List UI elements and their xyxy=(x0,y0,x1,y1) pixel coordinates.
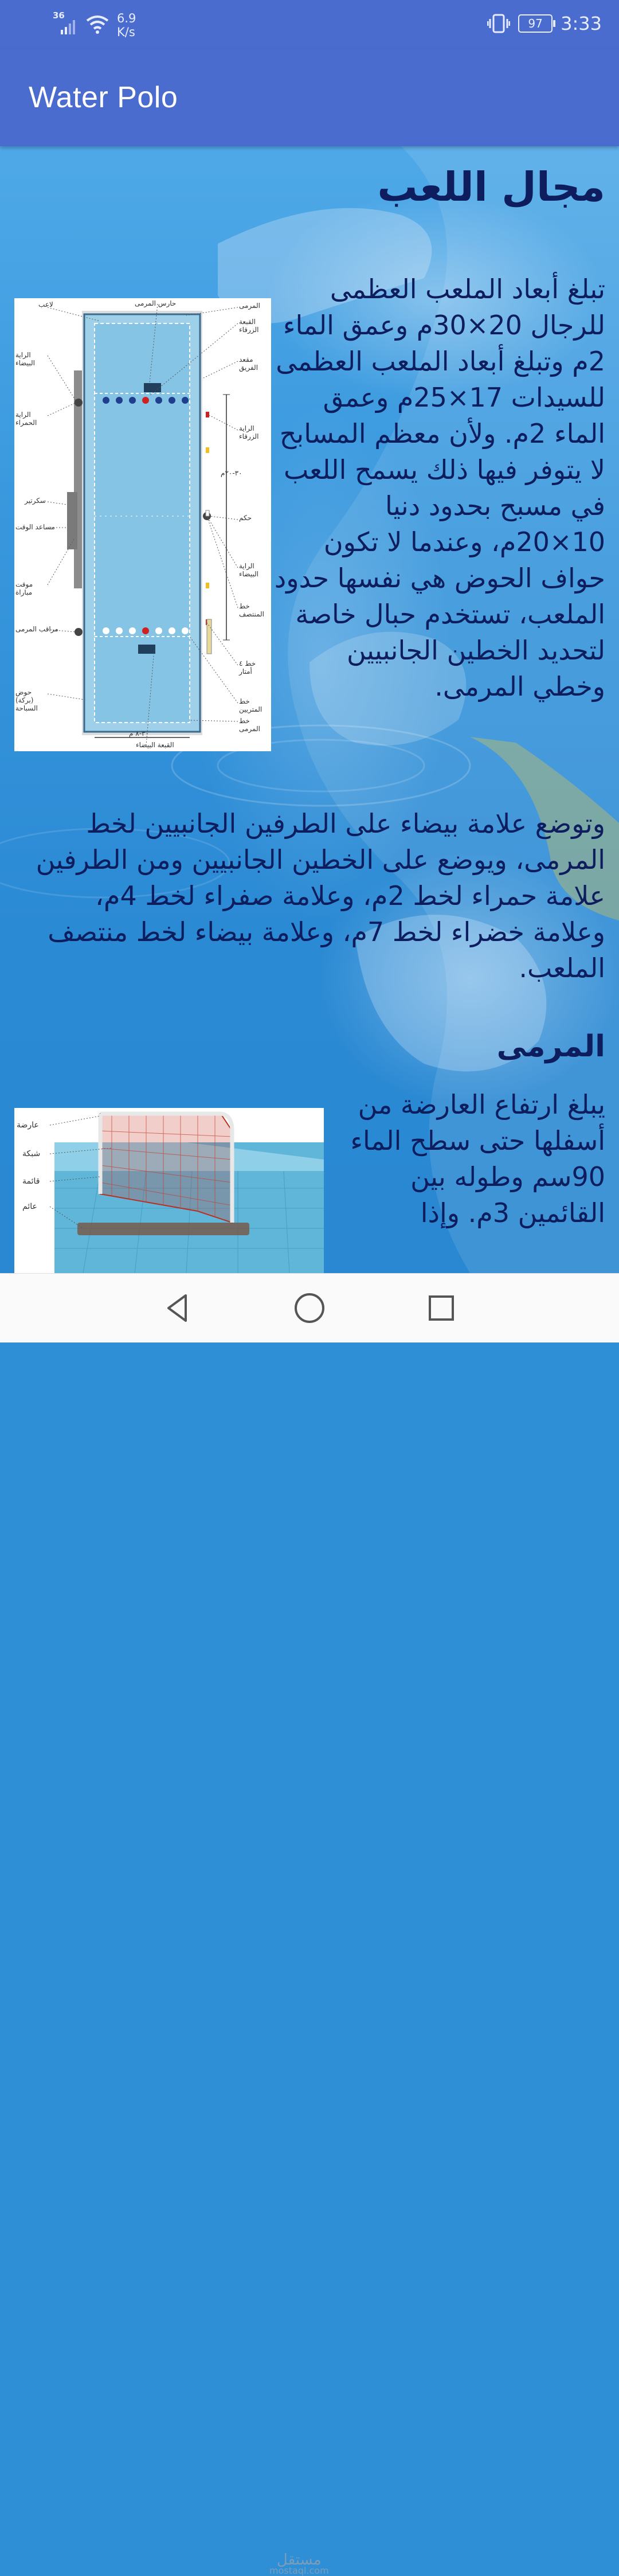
back-icon[interactable] xyxy=(160,1291,195,1325)
goal-diagram-labels xyxy=(14,1108,324,1273)
pool-label: ٣٠-٢٠م xyxy=(221,469,242,477)
pool-label: القبعة الزرقاء xyxy=(239,318,259,334)
system-navigation-bar xyxy=(0,1273,619,2576)
pool-label: ٣٠-٨ م xyxy=(129,729,149,737)
pool-label: مساعد الوقت xyxy=(15,523,55,531)
pool-label: الراية البيضاء xyxy=(239,562,258,578)
speed-unit: K/s xyxy=(117,25,135,39)
pool-label: خط المرمى xyxy=(239,717,260,733)
pool-label: الراية البيضاء xyxy=(15,351,35,367)
goal-paragraph: يبلغ ارتفاع العارضة من أسفلها حتى سطح الماء 90سم وطوله بين القائمين 3م. وإذا xyxy=(350,1089,605,1228)
pool-label: خط المنتصف xyxy=(239,602,264,618)
section-heading-goal: المرمى xyxy=(496,1029,605,1064)
section-heading-playing-field: مجال اللعب xyxy=(377,163,605,210)
pool-label: مراقب المرمى xyxy=(15,625,58,633)
vibrate-icon xyxy=(487,13,510,34)
status-left xyxy=(53,11,136,39)
pool-label: لاعب xyxy=(38,300,53,309)
status-right xyxy=(487,13,602,34)
pool-label: القبعة البيضاء xyxy=(136,741,174,749)
clock: 3:33 xyxy=(561,13,602,34)
network-speed xyxy=(117,11,136,39)
pool-label: سكرتير xyxy=(25,497,46,505)
goal-label: عائم xyxy=(22,1202,37,1211)
watermark-sub: mostaql.com xyxy=(269,2565,329,2576)
pool-label: موقت مباراة xyxy=(15,580,33,596)
goal-label: عارضة xyxy=(17,1121,39,1130)
pool-label: خط المتريين xyxy=(239,697,263,713)
signal-icon xyxy=(53,11,78,34)
pool-label: حوض (بركة) السباحة xyxy=(15,688,38,712)
speed-value: 6.9 xyxy=(117,11,136,25)
wifi-icon xyxy=(86,14,109,34)
playing-field-paragraph: تبلغ أبعاد الملعب العظمى للرجال 20×30م وعمق الماء 2م وتبلغ أبعاد الملعب العظمى للسيدات 17×25م وعمق الماء 2م. ولأن معظم المسابح لا يتوفر فيها ذلك يسمح اللعب في مسبح بحدود دنيا 10×20م، وعندما لا تكون حواف الحوض هي نفسها حدود الملعب، تستخدم حبال خاصة لتحديد الخطين الجانبيين وخطي المرمى. xyxy=(274,274,605,702)
pool-label: حكم xyxy=(239,514,252,522)
battery-icon: 97 xyxy=(518,14,553,33)
goal-label: شبكة xyxy=(22,1149,41,1158)
pool-field-diagram xyxy=(14,298,271,751)
app-title: Water Polo xyxy=(29,81,178,114)
field-markings-paragraph: وتوضع علامة بيضاء على الطرفين الجانبيين لخط المرمى، ويوضع على الخطين الجانبيين ومن الطرفين علامة حمراء لخط 2م، وعلامة صفراء لخط 4م، وعلامة خضراء لخط 7م، وعلامة بيضاء لخط منتصف الملعب. xyxy=(36,808,605,983)
goal-diagram xyxy=(14,1108,324,1273)
network-type: 36 xyxy=(53,10,65,21)
home-icon[interactable] xyxy=(292,1291,327,1325)
watermark xyxy=(269,2551,329,2576)
content-scroll-area[interactable] xyxy=(0,146,619,1273)
pool-label: الراية الحمراء xyxy=(15,411,37,427)
pool-diagram-labels xyxy=(14,298,271,751)
pool-label: المرمى xyxy=(239,302,260,310)
pool-label: مقعد الفريق xyxy=(239,356,258,372)
pool-label: خط ٤ أمتار xyxy=(239,659,256,676)
goal-label: قائمة xyxy=(22,1177,40,1186)
watermark-text: مستقل xyxy=(276,2551,322,2569)
recents-icon[interactable] xyxy=(424,1291,459,1325)
app-bar xyxy=(0,49,619,146)
pool-label: حارس المرمى xyxy=(135,299,177,307)
pool-label: الراية الزرقاء xyxy=(239,424,259,440)
status-bar xyxy=(0,0,619,49)
